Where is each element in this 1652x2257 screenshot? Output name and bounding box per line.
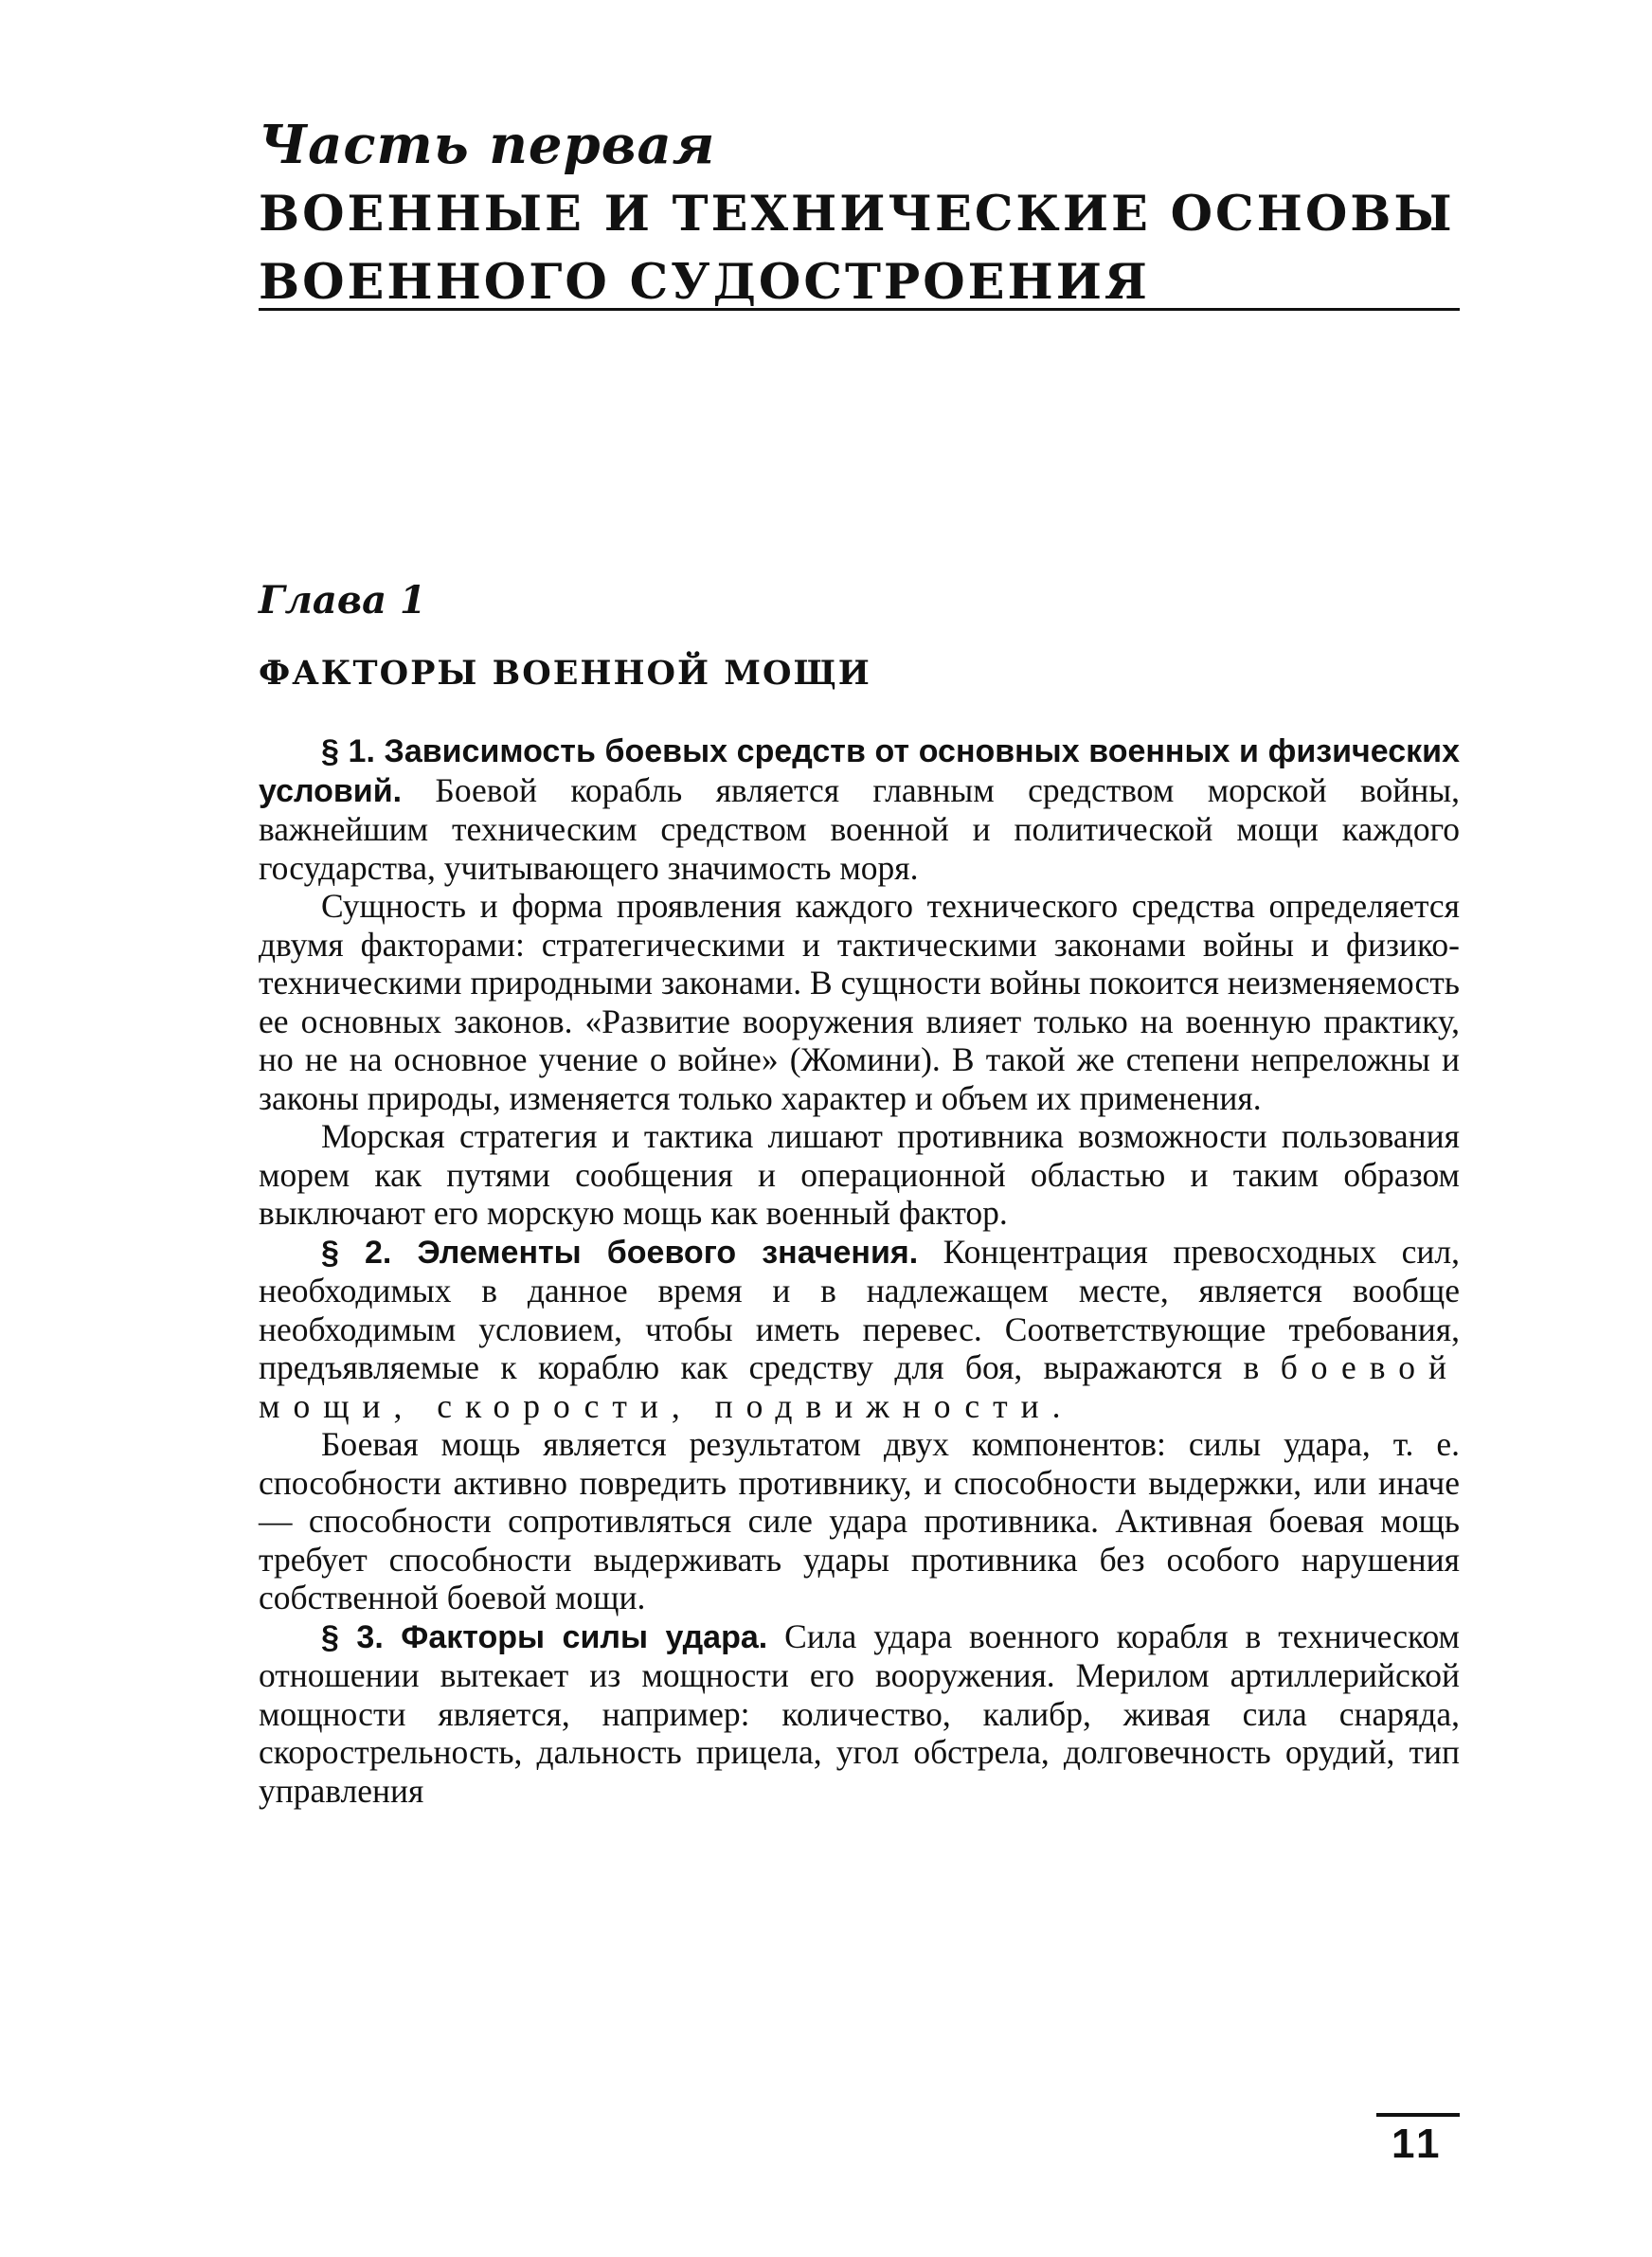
paragraph-3: Морская стратегия и тактика лишают противника возможности пользования морем как путями сообщения и операционной областью и таким образом выключают его морскую мощь как военный фактор. <box>259 1117 1460 1232</box>
paragraph-2: Сущность и форма проявления каждого технического средства определяется двумя факторами: стратегическими и тактическими законами войны и физико-техническими природными законами. В сущности войны покоится неизменяемость ее основных законов. «Развитие вооружения влияет только на военную практику, но не на основное учение о войне» (Жомини). В такой же степени непреложны и законы природы, изменяется только характер и объем их применения. <box>259 887 1460 1117</box>
page-number-rule <box>1376 2113 1460 2117</box>
part-title-line-2: ВОЕННОГО СУДОСТРОЕНИЯ <box>259 254 1150 311</box>
page-number: 11 <box>1392 2121 1444 2167</box>
section-2-text-before: Концентрация превосходных сил, необходимых в данное время и в надлежащем месте, является вообще необходимым условием, чтобы иметь перевес. Соответствующие требования, предъявляемые к кораблю как средству для боя, выражаются в <box>259 1232 1460 1386</box>
chapter-title: ФАКТОРЫ ВОЕННОЙ МОЩИ <box>259 654 871 693</box>
paragraph-section-2 <box>259 1233 1460 1426</box>
paragraph-section-3 <box>259 1617 1460 1811</box>
section-2-heading: § 2. Элементы боевого значения. <box>321 1234 919 1271</box>
section-2-spaced-text: боевой мощи, скорости, подвижности <box>259 1348 1460 1425</box>
book-page <box>259 0 1460 2257</box>
section-2-text-after: . <box>1051 1386 1061 1425</box>
section-1-text: Боевой корабль является главным средством морской войны, важнейшим техническим средством военной и политической мощи каждого государства, учитывающего значимость моря. <box>259 770 1460 887</box>
chapter-label: Глава 1 <box>259 578 426 623</box>
part-title-line-1: ВОЕННЫЕ И ТЕХНИЧЕСКИЕ ОСНОВЫ <box>259 186 1455 243</box>
body-text <box>259 731 1460 1810</box>
header-rule <box>259 308 1460 311</box>
section-1-heading: § 1. Зависимость боевых средств от основных военных и физических условий. <box>259 733 1460 809</box>
part-title <box>259 180 1460 316</box>
paragraph-5: Боевая мощь является результатом двух компонентов: силы удара, т. е. способности активно повредить противнику, и способности выдержки, или иначе — способности сопротивляться силе удара противника. Активная боевая мощь требует способности выдерживать удары противника без особого нарушения собственной боевой мощи. <box>259 1425 1460 1616</box>
section-3-heading: § 3. Факторы силы удара. <box>321 1618 768 1655</box>
paragraph-section-1 <box>259 731 1460 887</box>
section-3-text: Сила удара военного корабля в техническом отношении вытекает из мощности его вооружения. Мерилом артиллерийской мощности является, например: количество, калибр, живая сила снаряда, скорострельность, дальность прицела, угол обстрела, долговечность орудий, тип управления <box>259 1616 1460 1810</box>
part-label: Часть первая <box>259 114 716 176</box>
